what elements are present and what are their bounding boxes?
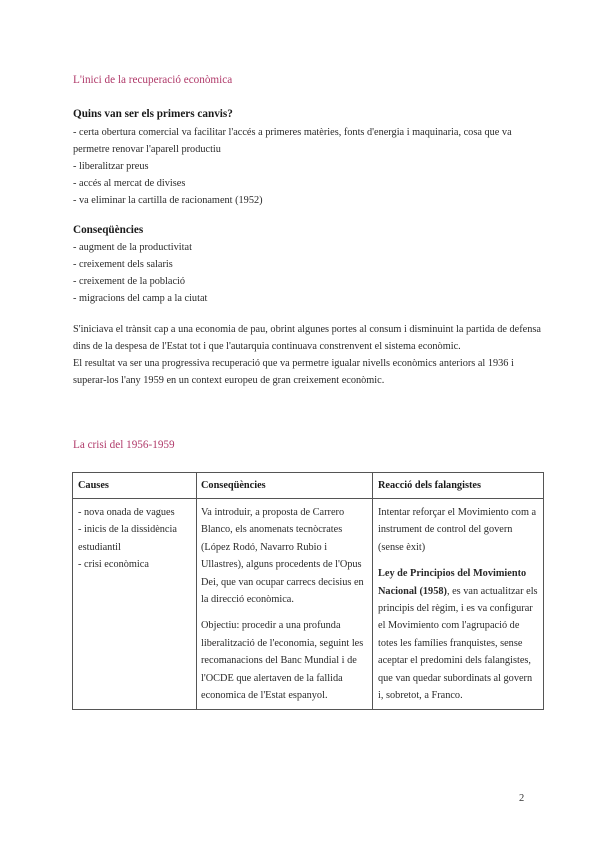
list-item: - va eliminar la cartilla de racionament (1952) [73, 195, 263, 206]
list-item: - nova onada de vagues [78, 507, 175, 518]
table-column-divider [196, 473, 197, 709]
table-header-reaction: Reacció dels falangistes [378, 480, 481, 491]
list-item: - inicis de la dissidència estudiantil [78, 524, 177, 553]
list-item: - migracions del camp a la ciutat [73, 293, 208, 304]
law-paragraph [378, 565, 540, 704]
table-header-causes: Causes [78, 480, 109, 491]
paragraph-transition: S'iniciava el trànsit cap a una economia de pau, obrint algunes portes al consum i disminuint la partida de defensa dins de la despesa de l'Estat tot i que l'autarquia continuava constrenvent el sistema econòmic. [73, 324, 541, 353]
list-item: - liberalitzar preus [73, 161, 149, 172]
table-column-divider [372, 473, 373, 709]
list-item: - creixement de la població [73, 276, 186, 287]
consequences-title: Conseqüències [73, 224, 144, 236]
law-name: Ley de Principios del Movimiento Nacional (1958) [378, 568, 527, 597]
section-title-crisis: La crisi del 1956-1959 [73, 439, 175, 451]
objective-paragraph: Objectiu: procedir a una profunda liberalització de l'economia, seguint les recomanacions del Banc Mundial i de l'OCDE que alertaven de la fallida economica de l'Estat espanyol. [201, 620, 364, 702]
reaction-cell [378, 504, 540, 704]
section-title-recovery: L'inici de la recuperació econòmica [73, 74, 233, 86]
changes-list [73, 124, 543, 209]
law-description: , es van actualitzar els principis del règim, i es va configurar el Movimiento com l'agrupació de totes les famílies franquistes, sense aceptar el predomini dels falangistes, que van quedar subordinats al govern i, sobretot, a Franco. [378, 585, 538, 702]
paragraph-result: El resultat va ser una progressiva recuperació que va permetre igualar nivells econòmics anteriors al 1936 i superar-los l'any 1959 en un context europeu de gran creixement econòmic. [73, 358, 514, 387]
consequences-paragraph: Va introduir, a proposta de Carrero Blanco, els anomenats tecnòcrates (López Rodó, Navarro Rubio i Ullastres), alguns procedents de l'Opus Dei, que van ocupar carrecs decisius en la direcció econòmica. [201, 507, 364, 606]
list-item: - certa obertura comercial va facilitar l'accés a primeres matèries, fonts d'energia i maquinaria, cosa que va permetre renovar l'aparell productiu [73, 127, 512, 155]
list-item: - creixement dels salaris [73, 259, 173, 270]
causes-cell [78, 504, 192, 574]
reaction-paragraph: Intentar reforçar el Movimiento com a instrument de control del govern (sense èxit) [378, 507, 537, 553]
list-item: - crisi econòmica [78, 559, 149, 571]
list-item: - accés al mercat de divises [73, 178, 186, 189]
list-item: - augment de la productivitat [73, 242, 192, 253]
page-number: 2 [519, 793, 525, 804]
first-changes-title: Quins van ser els primers canvis? [73, 108, 233, 120]
table-header-consequences: Conseqüències [201, 480, 266, 491]
crisis-table [72, 472, 544, 710]
consequences-cell [201, 504, 367, 704]
consequences-list [73, 239, 543, 307]
table-header-divider [73, 498, 543, 499]
